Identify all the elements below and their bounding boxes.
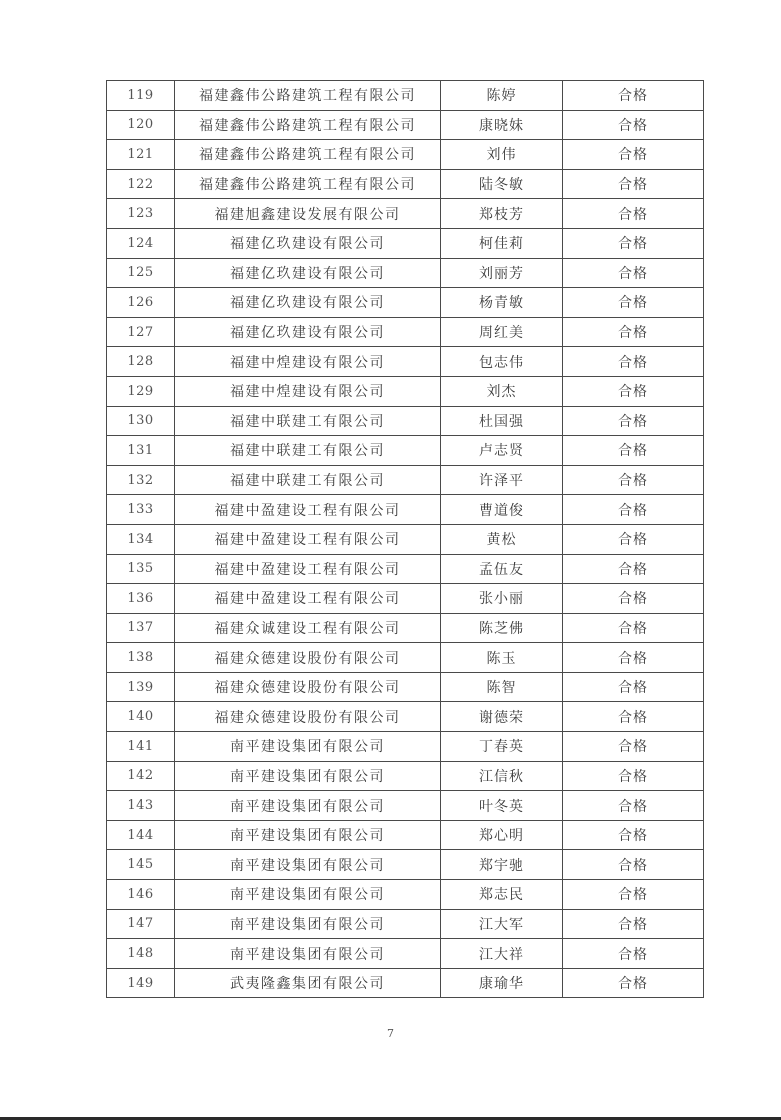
result-cell: 合格 bbox=[563, 376, 704, 406]
person-name-cell: 江大祥 bbox=[441, 939, 563, 969]
table-row bbox=[107, 228, 704, 258]
company-cell: 福建中盈建设工程有限公司 bbox=[175, 584, 441, 614]
person-name-cell: 周红美 bbox=[441, 317, 563, 347]
table-row bbox=[107, 465, 704, 495]
row-number-cell: 127 bbox=[107, 317, 175, 347]
result-cell: 合格 bbox=[563, 347, 704, 377]
company-cell: 武夷隆鑫集团有限公司 bbox=[175, 968, 441, 998]
row-number-cell: 126 bbox=[107, 288, 175, 318]
row-number-cell: 140 bbox=[107, 702, 175, 732]
person-name-cell: 陈智 bbox=[441, 672, 563, 702]
person-name-cell: 江信秋 bbox=[441, 761, 563, 791]
row-number-cell: 122 bbox=[107, 169, 175, 199]
person-name-cell: 卢志贤 bbox=[441, 436, 563, 466]
person-name-cell: 孟伍友 bbox=[441, 554, 563, 584]
result-cell: 合格 bbox=[563, 939, 704, 969]
table-row bbox=[107, 939, 704, 969]
table-row bbox=[107, 820, 704, 850]
row-number-cell: 120 bbox=[107, 110, 175, 140]
result-cell: 合格 bbox=[563, 732, 704, 762]
company-cell: 福建鑫伟公路建筑工程有限公司 bbox=[175, 140, 441, 170]
result-cell: 合格 bbox=[563, 909, 704, 939]
person-name-cell: 刘杰 bbox=[441, 376, 563, 406]
person-name-cell: 叶冬英 bbox=[441, 791, 563, 821]
table-row bbox=[107, 643, 704, 673]
person-name-cell: 张小丽 bbox=[441, 584, 563, 614]
company-cell: 福建旭鑫建设发展有限公司 bbox=[175, 199, 441, 229]
company-cell: 福建亿玖建设有限公司 bbox=[175, 258, 441, 288]
results-table-body bbox=[107, 81, 704, 998]
result-cell: 合格 bbox=[563, 406, 704, 436]
person-name-cell: 江大军 bbox=[441, 909, 563, 939]
person-name-cell: 杜国强 bbox=[441, 406, 563, 436]
person-name-cell: 谢德荣 bbox=[441, 702, 563, 732]
result-cell: 合格 bbox=[563, 672, 704, 702]
result-cell: 合格 bbox=[563, 288, 704, 318]
result-cell: 合格 bbox=[563, 880, 704, 910]
person-name-cell: 郑枝芳 bbox=[441, 199, 563, 229]
table-row bbox=[107, 702, 704, 732]
person-name-cell: 丁春英 bbox=[441, 732, 563, 762]
row-number-cell: 146 bbox=[107, 880, 175, 910]
company-cell: 南平建设集团有限公司 bbox=[175, 850, 441, 880]
result-cell: 合格 bbox=[563, 169, 704, 199]
table-row bbox=[107, 791, 704, 821]
result-cell: 合格 bbox=[563, 761, 704, 791]
row-number-cell: 123 bbox=[107, 199, 175, 229]
person-name-cell: 曹道俊 bbox=[441, 495, 563, 525]
result-cell: 合格 bbox=[563, 199, 704, 229]
row-number-cell: 132 bbox=[107, 465, 175, 495]
company-cell: 福建中盈建设工程有限公司 bbox=[175, 495, 441, 525]
result-cell: 合格 bbox=[563, 850, 704, 880]
person-name-cell: 刘伟 bbox=[441, 140, 563, 170]
table-row bbox=[107, 376, 704, 406]
result-cell: 合格 bbox=[563, 258, 704, 288]
person-name-cell: 柯佳莉 bbox=[441, 228, 563, 258]
row-number-cell: 131 bbox=[107, 436, 175, 466]
company-cell: 福建中盈建设工程有限公司 bbox=[175, 554, 441, 584]
company-cell: 南平建设集团有限公司 bbox=[175, 939, 441, 969]
company-cell: 福建众诚建设工程有限公司 bbox=[175, 613, 441, 643]
person-name-cell: 陈芝佛 bbox=[441, 613, 563, 643]
result-cell: 合格 bbox=[563, 791, 704, 821]
person-name-cell: 郑心明 bbox=[441, 820, 563, 850]
table-row bbox=[107, 613, 704, 643]
result-cell: 合格 bbox=[563, 110, 704, 140]
result-cell: 合格 bbox=[563, 584, 704, 614]
row-number-cell: 142 bbox=[107, 761, 175, 791]
company-cell: 福建众德建设股份有限公司 bbox=[175, 702, 441, 732]
company-cell: 福建中煌建设有限公司 bbox=[175, 347, 441, 377]
person-name-cell: 陈玉 bbox=[441, 643, 563, 673]
table-row bbox=[107, 140, 704, 170]
result-cell: 合格 bbox=[563, 317, 704, 347]
result-cell: 合格 bbox=[563, 968, 704, 998]
person-name-cell: 康晓妹 bbox=[441, 110, 563, 140]
person-name-cell: 陈婷 bbox=[441, 81, 563, 111]
row-number-cell: 125 bbox=[107, 258, 175, 288]
person-name-cell: 郑宇驰 bbox=[441, 850, 563, 880]
row-number-cell: 124 bbox=[107, 228, 175, 258]
row-number-cell: 138 bbox=[107, 643, 175, 673]
company-cell: 南平建设集团有限公司 bbox=[175, 761, 441, 791]
table-row bbox=[107, 732, 704, 762]
table-row bbox=[107, 317, 704, 347]
row-number-cell: 144 bbox=[107, 820, 175, 850]
result-cell: 合格 bbox=[563, 140, 704, 170]
table-row bbox=[107, 495, 704, 525]
row-number-cell: 136 bbox=[107, 584, 175, 614]
company-cell: 福建鑫伟公路建筑工程有限公司 bbox=[175, 110, 441, 140]
results-table bbox=[106, 80, 704, 998]
row-number-cell: 147 bbox=[107, 909, 175, 939]
company-cell: 福建中盈建设工程有限公司 bbox=[175, 524, 441, 554]
row-number-cell: 137 bbox=[107, 613, 175, 643]
company-cell: 南平建设集团有限公司 bbox=[175, 909, 441, 939]
company-cell: 福建中煌建设有限公司 bbox=[175, 376, 441, 406]
row-number-cell: 145 bbox=[107, 850, 175, 880]
person-name-cell: 康瑜华 bbox=[441, 968, 563, 998]
table-row bbox=[107, 584, 704, 614]
table-row bbox=[107, 347, 704, 377]
result-cell: 合格 bbox=[563, 465, 704, 495]
company-cell: 福建众德建设股份有限公司 bbox=[175, 672, 441, 702]
company-cell: 南平建设集团有限公司 bbox=[175, 880, 441, 910]
table-row bbox=[107, 169, 704, 199]
table-row bbox=[107, 81, 704, 111]
row-number-cell: 135 bbox=[107, 554, 175, 584]
row-number-cell: 119 bbox=[107, 81, 175, 111]
result-cell: 合格 bbox=[563, 554, 704, 584]
result-cell: 合格 bbox=[563, 643, 704, 673]
person-name-cell: 许泽平 bbox=[441, 465, 563, 495]
person-name-cell: 杨青敏 bbox=[441, 288, 563, 318]
table-row bbox=[107, 554, 704, 584]
result-cell: 合格 bbox=[563, 613, 704, 643]
person-name-cell: 黄松 bbox=[441, 524, 563, 554]
row-number-cell: 133 bbox=[107, 495, 175, 525]
row-number-cell: 148 bbox=[107, 939, 175, 969]
table-row bbox=[107, 436, 704, 466]
company-cell: 福建亿玖建设有限公司 bbox=[175, 317, 441, 347]
company-cell: 福建鑫伟公路建筑工程有限公司 bbox=[175, 81, 441, 111]
table-row bbox=[107, 909, 704, 939]
row-number-cell: 121 bbox=[107, 140, 175, 170]
result-cell: 合格 bbox=[563, 702, 704, 732]
row-number-cell: 130 bbox=[107, 406, 175, 436]
result-cell: 合格 bbox=[563, 228, 704, 258]
person-name-cell: 刘丽芳 bbox=[441, 258, 563, 288]
company-cell: 南平建设集团有限公司 bbox=[175, 820, 441, 850]
table-row bbox=[107, 672, 704, 702]
row-number-cell: 134 bbox=[107, 524, 175, 554]
result-cell: 合格 bbox=[563, 524, 704, 554]
company-cell: 福建中联建工有限公司 bbox=[175, 436, 441, 466]
table-row bbox=[107, 199, 704, 229]
table-row bbox=[107, 524, 704, 554]
table-row bbox=[107, 406, 704, 436]
company-cell: 南平建设集团有限公司 bbox=[175, 732, 441, 762]
company-cell: 福建众德建设股份有限公司 bbox=[175, 643, 441, 673]
company-cell: 福建中联建工有限公司 bbox=[175, 465, 441, 495]
result-cell: 合格 bbox=[563, 820, 704, 850]
company-cell: 福建亿玖建设有限公司 bbox=[175, 228, 441, 258]
row-number-cell: 139 bbox=[107, 672, 175, 702]
result-cell: 合格 bbox=[563, 81, 704, 111]
person-name-cell: 陆冬敏 bbox=[441, 169, 563, 199]
company-cell: 南平建设集团有限公司 bbox=[175, 791, 441, 821]
table-row bbox=[107, 880, 704, 910]
table-row bbox=[107, 110, 704, 140]
table-row bbox=[107, 288, 704, 318]
company-cell: 福建中联建工有限公司 bbox=[175, 406, 441, 436]
row-number-cell: 143 bbox=[107, 791, 175, 821]
company-cell: 福建鑫伟公路建筑工程有限公司 bbox=[175, 169, 441, 199]
result-cell: 合格 bbox=[563, 495, 704, 525]
table-row bbox=[107, 258, 704, 288]
row-number-cell: 149 bbox=[107, 968, 175, 998]
row-number-cell: 141 bbox=[107, 732, 175, 762]
table-row bbox=[107, 850, 704, 880]
person-name-cell: 郑志民 bbox=[441, 880, 563, 910]
table-row bbox=[107, 761, 704, 791]
page-number: 7 bbox=[387, 1027, 394, 1040]
table-row bbox=[107, 968, 704, 998]
result-cell: 合格 bbox=[563, 436, 704, 466]
company-cell: 福建亿玖建设有限公司 bbox=[175, 288, 441, 318]
row-number-cell: 128 bbox=[107, 347, 175, 377]
row-number-cell: 129 bbox=[107, 376, 175, 406]
person-name-cell: 包志伟 bbox=[441, 347, 563, 377]
